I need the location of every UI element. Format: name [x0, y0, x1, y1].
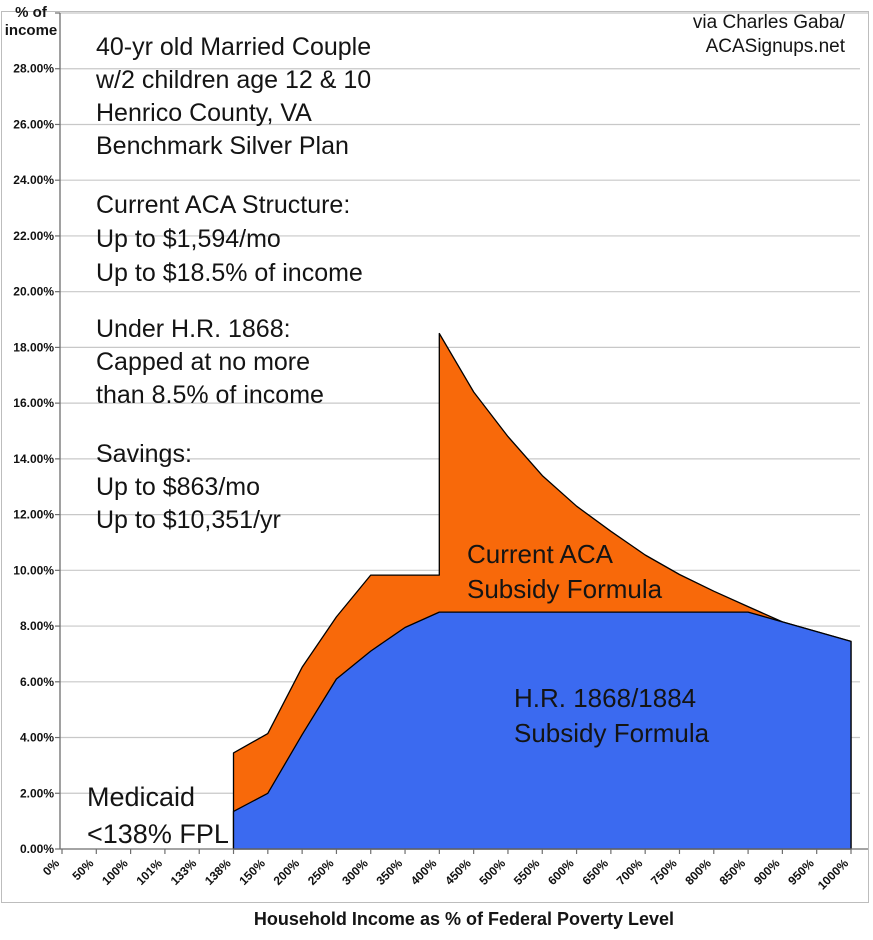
x-tick-label: 700%	[613, 856, 646, 888]
region-label-line: <138% FPL	[87, 819, 229, 849]
x-tick-label: 550%	[510, 856, 543, 888]
y-tick-label: 20.00%	[13, 284, 54, 299]
y-tick-label: 26.00%	[13, 117, 54, 132]
x-tick-label: 650%	[579, 856, 612, 888]
y-tick-label: 22.00%	[13, 228, 54, 243]
current-aca-series-label	[467, 537, 662, 607]
y-tick-label: 14.00%	[13, 451, 54, 466]
y-tick-label: 16.00%	[13, 396, 54, 411]
savings-annotation	[96, 438, 281, 537]
y-tick-label: 28.00%	[13, 61, 54, 76]
x-tick-label: 101%	[133, 856, 166, 888]
annotation-line: 40-yr old Married Couple	[96, 33, 372, 61]
annotation-line: Benchmark Silver Plan	[96, 132, 349, 160]
current-aca-structure-annotation	[96, 188, 363, 290]
y-axis-title	[2, 4, 60, 40]
y-tick-label: 8.00%	[19, 619, 54, 634]
x-tick-label: 1000%	[814, 856, 852, 893]
series-label-line: Subsidy Formula	[467, 574, 663, 604]
x-tick-label: 400%	[407, 856, 440, 888]
annotation-line: Henrico County, VA	[96, 99, 312, 127]
attribution-line: via Charles Gaba/	[692, 12, 845, 33]
hr1868-cap-annotation	[96, 313, 324, 412]
x-tick-label: 300%	[339, 856, 371, 888]
region-label-line: Medicaid	[87, 782, 196, 812]
series-label-line: Current ACA	[467, 539, 613, 569]
attribution-line: ACASignups.net	[705, 36, 845, 57]
x-tick-label: 50%	[69, 856, 97, 884]
x-tick-label: 500%	[476, 856, 509, 888]
x-tick-label: 100%	[99, 856, 131, 888]
x-tick-label: 850%	[716, 856, 749, 888]
x-tick-label: 950%	[785, 856, 817, 888]
y-tick-label: 18.00%	[13, 340, 54, 355]
x-tick-label: 150%	[236, 856, 268, 888]
y-tick-label: 24.00%	[13, 173, 54, 188]
y-axis-title-line: % of	[15, 4, 47, 21]
x-tick-label: 900%	[750, 856, 783, 888]
x-tick-label: 250%	[304, 856, 337, 888]
hr1868-series-label	[514, 681, 709, 751]
y-tick-label: 12.00%	[13, 507, 54, 522]
medicaid-region-label	[87, 779, 229, 853]
annotation-line: Under H.R. 1868:	[96, 315, 291, 343]
attribution-credit	[693, 11, 845, 59]
x-tick-label: 600%	[545, 856, 577, 888]
y-tick-label: 4.00%	[19, 730, 54, 745]
y-tick-label: 0.00%	[19, 842, 54, 856]
series-label-line: H.R. 1868/1884	[514, 683, 697, 713]
x-tick-label: 750%	[648, 856, 680, 888]
y-tick-label: 2.00%	[19, 786, 54, 801]
annotation-line: Up to $18.5% of income	[96, 259, 363, 287]
annotation-line: Capped at no more	[96, 348, 311, 376]
x-tick-label: 138%	[202, 856, 234, 888]
annotation-line: Savings:	[96, 440, 192, 468]
y-tick-label: 6.00%	[19, 674, 54, 689]
x-tick-label: 450%	[442, 856, 474, 888]
x-tick-label: 350%	[373, 856, 406, 888]
annotation-line: than 8.5% of income	[96, 381, 324, 409]
annotation-line: w/2 children age 12 & 10	[96, 66, 372, 94]
x-tick-label: 0%	[39, 856, 63, 879]
x-axis-title: Household Income as % of Federal Poverty Level	[253, 909, 675, 929]
annotation-line: Up to $863/mo	[96, 473, 260, 501]
x-tick-label: 200%	[270, 856, 303, 888]
x-tick-label: 800%	[682, 856, 714, 888]
x-tick-label: 133%	[167, 856, 200, 888]
y-tick-label: 10.00%	[13, 563, 54, 578]
y-axis-title-line: income	[4, 22, 58, 39]
series-label-line: Subsidy Formula	[514, 718, 710, 748]
scenario-annotation	[96, 31, 371, 163]
annotation-line: Up to $10,351/yr	[96, 506, 281, 534]
annotation-line: Current ACA Structure:	[96, 191, 351, 219]
annotation-line: Up to $1,594/mo	[96, 225, 281, 253]
